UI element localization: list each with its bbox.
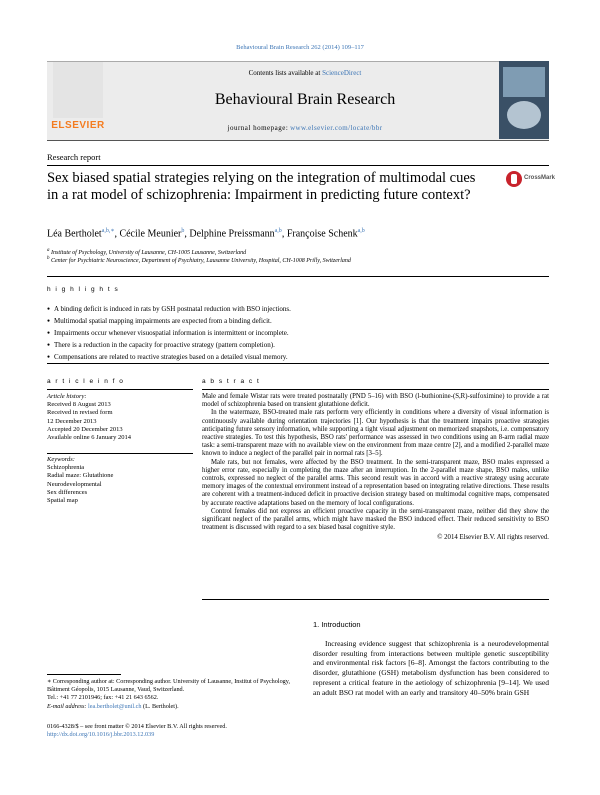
highlight-item: ● Impairments occur whenever visuospatial information is intermittent or incomplete. [47,328,549,340]
author-name[interactable]: Françoise Schenk [286,228,358,240]
issn-line: 0166-4328/$ – see front matter © 2014 Elsevier B.V. All rights reserved. [47,723,227,730]
section-heading-introduction: 1. Introduction [313,620,361,629]
author-affil-ref[interactable]: b [181,228,185,234]
abstract-heading: a b s t r a c t [202,378,261,385]
publisher-name: ELSEVIER [51,120,105,131]
divider [202,599,549,600]
footnote-tel: Tel.: +41 77 2101946; fax: +41 21 643 6562. [47,694,159,702]
homepage-link[interactable]: www.elsevier.com/locate/bbr [290,124,383,132]
keyword: Schizophrenia [47,464,85,472]
contents-prefix: Contents lists available at [248,69,323,77]
highlights-heading: h i g h l i g h t s [47,286,120,293]
author-name[interactable]: Léa Bertholet [47,228,102,240]
author-list: Léa Bertholet$^{a,b,∗}$, Cécile Meunier$^b$, Delphine Preissmann$^{a,b}$, Françoise Schenk$^{a,b}$ [47,228,365,240]
history-entry: Received 8 August 2013 [47,401,111,409]
crossmark-label: CrossMark [524,175,556,181]
issn-block [47,723,301,739]
abstract-paragraph: Male and female Wistar rats were treated postnatally (PND 5–16) with BSO (l-buthionine-(S,R)-sulfoximine) to provide a rat model of schizophrenia based on transient glutathione deficit. [202,393,549,409]
affiliation: $^b$ Center for Psychiatric Neuroscience, Department of Psychiatry, Lausanne University, Hospital, CH-1008 Prilly, Switzerland [47,256,351,264]
footnote-corresponding: ∗ Corresponding author at: Corresponding author. University of Lausanne, Institut of Psychology, Bâtiment Géopolis, 1015 Lausanne, Vaud, Switzerland. [47,678,291,694]
journal-cover-image [499,61,549,139]
history-entry: 12 December 2013 [47,417,97,425]
abstract-paragraph: Male rats, but not females, were affected by the BSO treatment. In the semi-transparent maze, BSO males expressed a higher error rate, especially in completing the maze after an interruption. In the 2-parallel maze shape, BSO males, unlike controls, expressed no neglect of the parallel arms. This second result was in accord with a reactive strategy using accurate memory images of the contextual environment instead of a representation based on integrating relative directions. These results are coherent with a treatment-induced deficit in proactive decision strategy based on multimodal cognitive maps, compensated by accurate reactive adaptations based on the memory of local configurations. [202,458,549,507]
keywords-title: Keywords: [47,456,75,463]
highlight-item: ● Multimodal spatial mapping impairments are expected from a binding deficit. [47,316,549,328]
footnote-email-line [47,703,301,711]
history-title: Article history: [47,393,87,400]
journal-title: Behavioural Brain Research [214,91,396,108]
divider [47,453,193,454]
article-type: Research report [47,152,101,162]
author-name[interactable]: Cécile Meunier [119,228,182,240]
abstract-paragraph: In the watermaze, BSO-treated male rats perform very efficiently in conditions where a diversity of visual information is continuously available during orientation trajectories [1]. Our hypothesis is that the treatment impairs proactive strategies anticipating future sensory information, while supporting a tight visual adjustment on memorized snapshots, i.e. compensatory reactive strategies. To test this hypothesis, BSO rats' performance was assessed in two conditions using an 8-arm radial maze task: a semi-transparent maze with no available view on the environment from maze centre [2], and a modified 2-parallel maze known to induce a neglect of the parallel pair in normal rats [3–5]. [202,409,549,458]
keywords [47,456,193,505]
introduction-paragraph: Increasing evidence suggest that schizophrenia is a neurodevelopmental disorder resulting from interactions between multiple genetic susceptibility and environmental risk factors [6–8]. Amongst the factors contributing to the disorder, glutathione (GSH) metabolism dysfunction has been considered to represent a critical feature in the aetiology of schizophrenia [9–14]. We used an adult BSO rat model with an early and transitory 40–50% brain GSH [313,639,549,697]
affiliation: $^a$ Institute of Psychology, University of Lausanne, CH-1005 Lausanne, Switzerland [47,248,247,256]
keyword: Sex differences [47,488,88,496]
doi-link[interactable]: http://dx.doi.org/10.1016/j.bbr.2013.12.039 [47,731,155,739]
crossmark-icon [506,171,522,187]
elsevier-logo [47,60,109,136]
highlight-item: ● There is a reduction in the capacity for proactive strategy (pattern completion). [47,340,549,352]
author-affil-ref[interactable]: a,b,∗ [101,228,115,234]
author-affil-ref[interactable]: a,b [274,228,282,234]
journal-homepage [110,124,500,132]
elsevier-tree-icon [53,62,103,118]
divider [47,276,549,277]
sciencedirect-link[interactable]: ScienceDirect [322,69,362,77]
history-entry: Accepted 20 December 2013 [47,425,123,433]
history-entry: Available online 6 January 2014 [47,434,131,442]
history-entry: Received in revised form [47,409,113,417]
email-suffix: (L. Bertholet). [141,702,179,710]
article-history [47,393,193,442]
email-link[interactable]: lea.bertholet@unil.ch [88,702,142,710]
crossmark-button[interactable] [506,171,556,195]
highlights-list [47,304,549,364]
divider [202,389,549,390]
highlight-item: ● Compensations are related to reactive strategies based on a detailed visual memory. [47,352,549,364]
introduction-body [313,639,549,697]
abstract-body [202,393,549,543]
divider [47,363,549,364]
highlight-item: ● A binding deficit is induced in rats by GSH postnatal reduction with BSO injections. [47,304,549,316]
corresponding-author-footnote [47,678,301,711]
article-title: Sex biased spatial strategies relying on the integration of multimodal cues in a rat model of schizophrenia: Impairment in predicting future context? [47,170,476,203]
divider [47,389,193,390]
keyword: Radial maze: Glutathione [47,472,114,480]
copyright-notice: © 2014 Elsevier B.V. All rights reserved. [437,534,549,542]
contents-line [110,69,500,77]
article-info-heading: a r t i c l e i n f o [47,378,125,385]
keyword: Neurodevelopmental [47,480,102,488]
author-name[interactable]: Delphine Preissmann [189,228,275,240]
divider [47,165,549,166]
abstract-paragraph: Control females did not express an efficient proactive capacity in the semi-transparent maze, neither did they show the significant neglect of the parallel arms, which might have masked the BSO induced effect. Their reduced sensitivity to BSO treatment is discussed with regard to a sex biased basal cognitive style. [202,507,549,532]
keyword: Spatial map [47,497,78,505]
homepage-label: journal homepage: [227,124,289,132]
journal-citation[interactable]: Behavioural Brain Research 262 (2014) 109–117 [236,44,364,51]
footnote-divider [47,674,121,675]
email-label: E-mail address: [47,702,87,710]
author-affil-ref[interactable]: a,b [357,228,365,234]
